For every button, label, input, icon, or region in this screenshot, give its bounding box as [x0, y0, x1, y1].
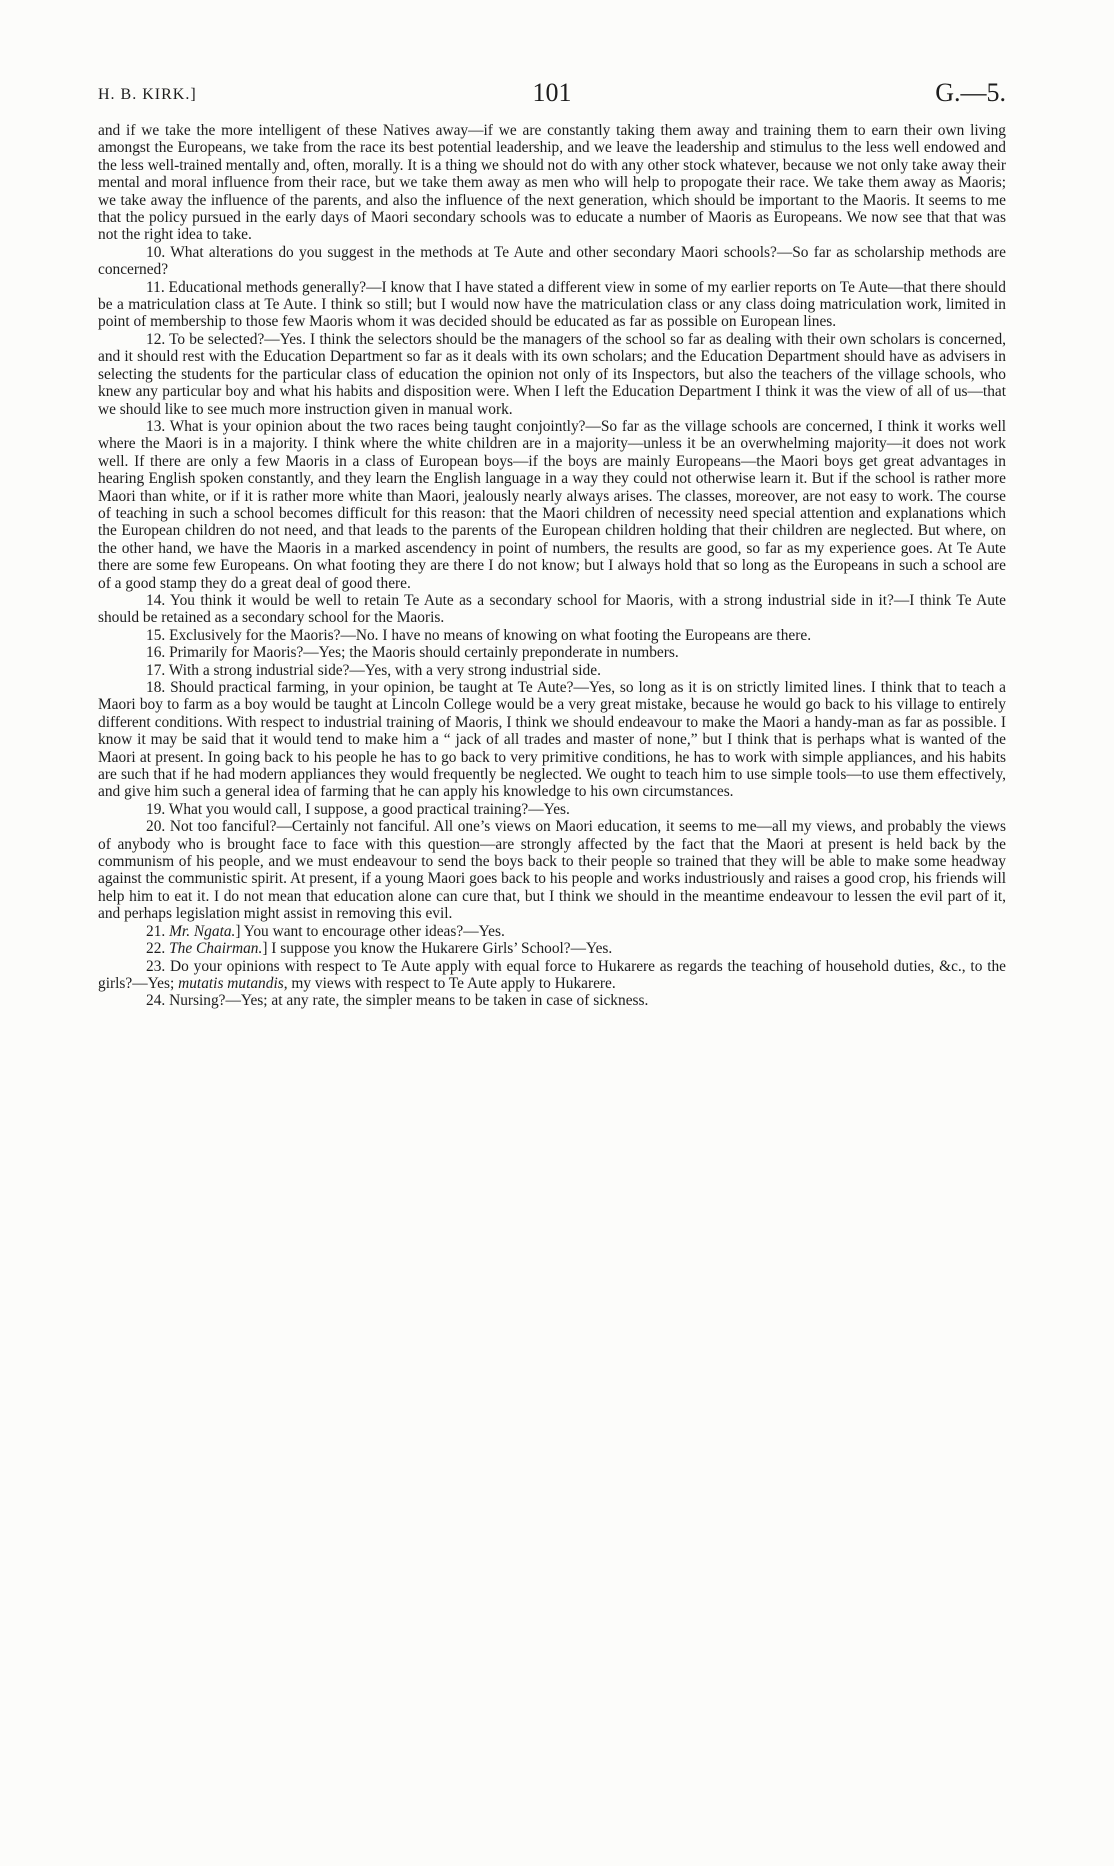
question-text: 23. Do your opinions with respect to Te Aute apply with equal force to Hukarere as regards the teaching of household duties, &c., to the girls?—Yes;: [98, 957, 1006, 992]
paragraph-24: 24. Nursing?—Yes; at any rate, the simpler means to be taken in case of sickness.: [146, 992, 649, 1010]
paragraph-18: 18. Should practical farming, in your opinion, be taught at Te Aute?—Yes, so long as it is on strictly limited lines. I think that to teach a Maori boy to farm as a boy would be taught at Lincoln College would be a very great mistake, because he would go back to his village to entirely different conditions. With respect to industrial training of Maoris, I think we should endeavour to make the Maori a handy-man as far as possible. I know it may be said that it would tend to make him a “ jack of all trades and master of none,” but I think that is perhaps what is wanted of the Maori at present. In going back to his people he has to go back to very primitive conditions, he has to work with simple appliances, and his habits are such that if he had modern appliances they would frequently be neglected. We ought to teach him to use simple tools—to use them effectively, and give him such a general idea of farming that he can apply his knowledge to his own circumstances.: [98, 679, 1006, 801]
question-text: ] You want to encourage other ideas?—Yes.: [235, 922, 505, 940]
paragraph-15: 15. Exclusively for the Maoris?—No. I have no means of knowing on what footing the Europeans are there.: [146, 626, 812, 644]
paragraph-10: 10. What alterations do you suggest in the methods at Te Aute and other secondary Maori schools?—So far as scholarship methods are concerned?: [98, 243, 1006, 279]
answer-text: , my views with respect to Te Aute apply to Hukarere.: [283, 974, 616, 992]
paragraph-23: [98, 958, 1006, 993]
page-header: [98, 76, 1006, 116]
paragraph-11: 11. Educational methods generally?—I know that I have stated a different view in some of my earlier reports on Te Aute—that there should be a matriculation class at Te Aute. I think so still; but I would now have the matriculation class or any class doing matriculation work, limited in point of membership to those few Maoris whom it was decided should be educated as far as possible on European lines.: [98, 278, 1006, 331]
paragraph-17: 17. With a strong industrial side?—Yes, with a very strong industrial side.: [146, 661, 601, 679]
paragraph-12: 12. To be selected?—Yes. I think the selectors should be the managers of the school so far as dealing with their own scholars is concerned, and it should rest with the Education Department so far as it deals with its own scholars; and the Education Department should have as advisers in selecting the students for the particular class of education the opinion not only of its Inspectors, but also the teachers of the village schools, who knew any particular boy and what his habits and disposition were. When I left the Education Department I think it was the view of all of us—that we should like to see much more instruction given in manual work.: [98, 330, 1006, 418]
question-text: ] I suppose you know the Hukarere Girls’ School?—Yes.: [262, 940, 613, 958]
document-body: [98, 122, 1006, 1010]
paragraph-19: 19. What you would call, I suppose, a good practical training?—Yes.: [146, 800, 570, 818]
question-number: 22.: [146, 940, 166, 958]
header-author: H. B. KIRK.]: [98, 86, 197, 103]
speaker-name: The Chairman.: [169, 940, 263, 958]
paragraph-continuation: and if we take the more intelligent of these Natives away—if we are constantly taking them away and training them to earn their own living amongst the Europeans, we take from the race its best potential leadership, and we leave the leadership and stimulus to the less well endowed and the less well-trained mentally and, often, morally. It is a thing we should not do with any other stock whatever, because we not only take away their mental and moral influence from their race, but we take them away as men who will help to propogate their race. We take them away as Maoris; we take away the influence of the parents, and also the influence of the next generation, which should be important to the Maoris. It seems to me that the policy pursued in the early days of Maori secondary schools was to educate a number of Maoris as Europeans. We now see that that was not the right idea to take.: [98, 122, 1006, 244]
paragraph-14: 14. You think it would be well to retain Te Aute as a secondary school for Maoris, with a strong industrial side in it?—I think Te Aute should be retained as a secondary school for the Maoris.: [98, 591, 1006, 627]
paragraph-22: [98, 940, 1006, 957]
paragraph-16: 16. Primarily for Maoris?—Yes; the Maoris should certainly preponderate in numbers.: [146, 644, 679, 662]
paragraph-21: [98, 923, 1006, 940]
page-number: 101: [532, 78, 572, 107]
speaker-name: Mr. Ngata.: [169, 922, 236, 940]
paragraph-20: 20. Not too fanciful?—Certainly not fanciful. All one’s views on Maori education, it seems to me—all my views, and probably the views of anybody who is brought face to face with this question—are strongly affected by the fact that the Maori at present is held back by the communism of his people, and we must endeavour to send the boys back to their people so trained that they will be able to make some headway against the communistic spirit. At present, if a young Maori goes back to his people and works industriously and raises a good crop, his friends will help him to eat it. I do not mean that education alone can cure that, but I think we should in the meantime endeavour to lessen the evil part of it, and perhaps legislation might assist in removing this evil.: [98, 818, 1006, 923]
latin-phrase: mutatis mutandis: [178, 974, 284, 992]
paragraph-13: 13. What is your opinion about the two races being taught conjointly?—So far as the village schools are concerned, I think it works well where the Maori is in a majority. I think where the white children are in a majority—unless it be an overwhelming majority—it does not work well. If there are only a few Maoris in a class of European boys—if the boys are mainly Europeans—the Maori boys get great advantages in hearing English spoken constantly, and they learn the English language in a way they could not otherwise learn it. But if the school is rather more Maori than white, or if it is rather more white than Maori, jealously nearly always arises. The classes, moreover, are not easy to work. The course of teaching in such a school becomes difficult for this reason: that the Maori children of necessity need special attention and explanations which the European children do not need, and that leads to the parents of the European children holding that their children are neglected. But where, on the other hand, we have the Maoris in a marked ascendency in point of numbers, the results are good, so far as my experience goes. At Te Aute there are some few Europeans. On what footing they are there I do not know; but I always hold that so long as the Europeans in such a school are of a good stamp they do a great deal of good there.: [98, 417, 1006, 592]
document-reference: G.—5.: [935, 78, 1006, 107]
question-number: 21.: [146, 922, 166, 940]
